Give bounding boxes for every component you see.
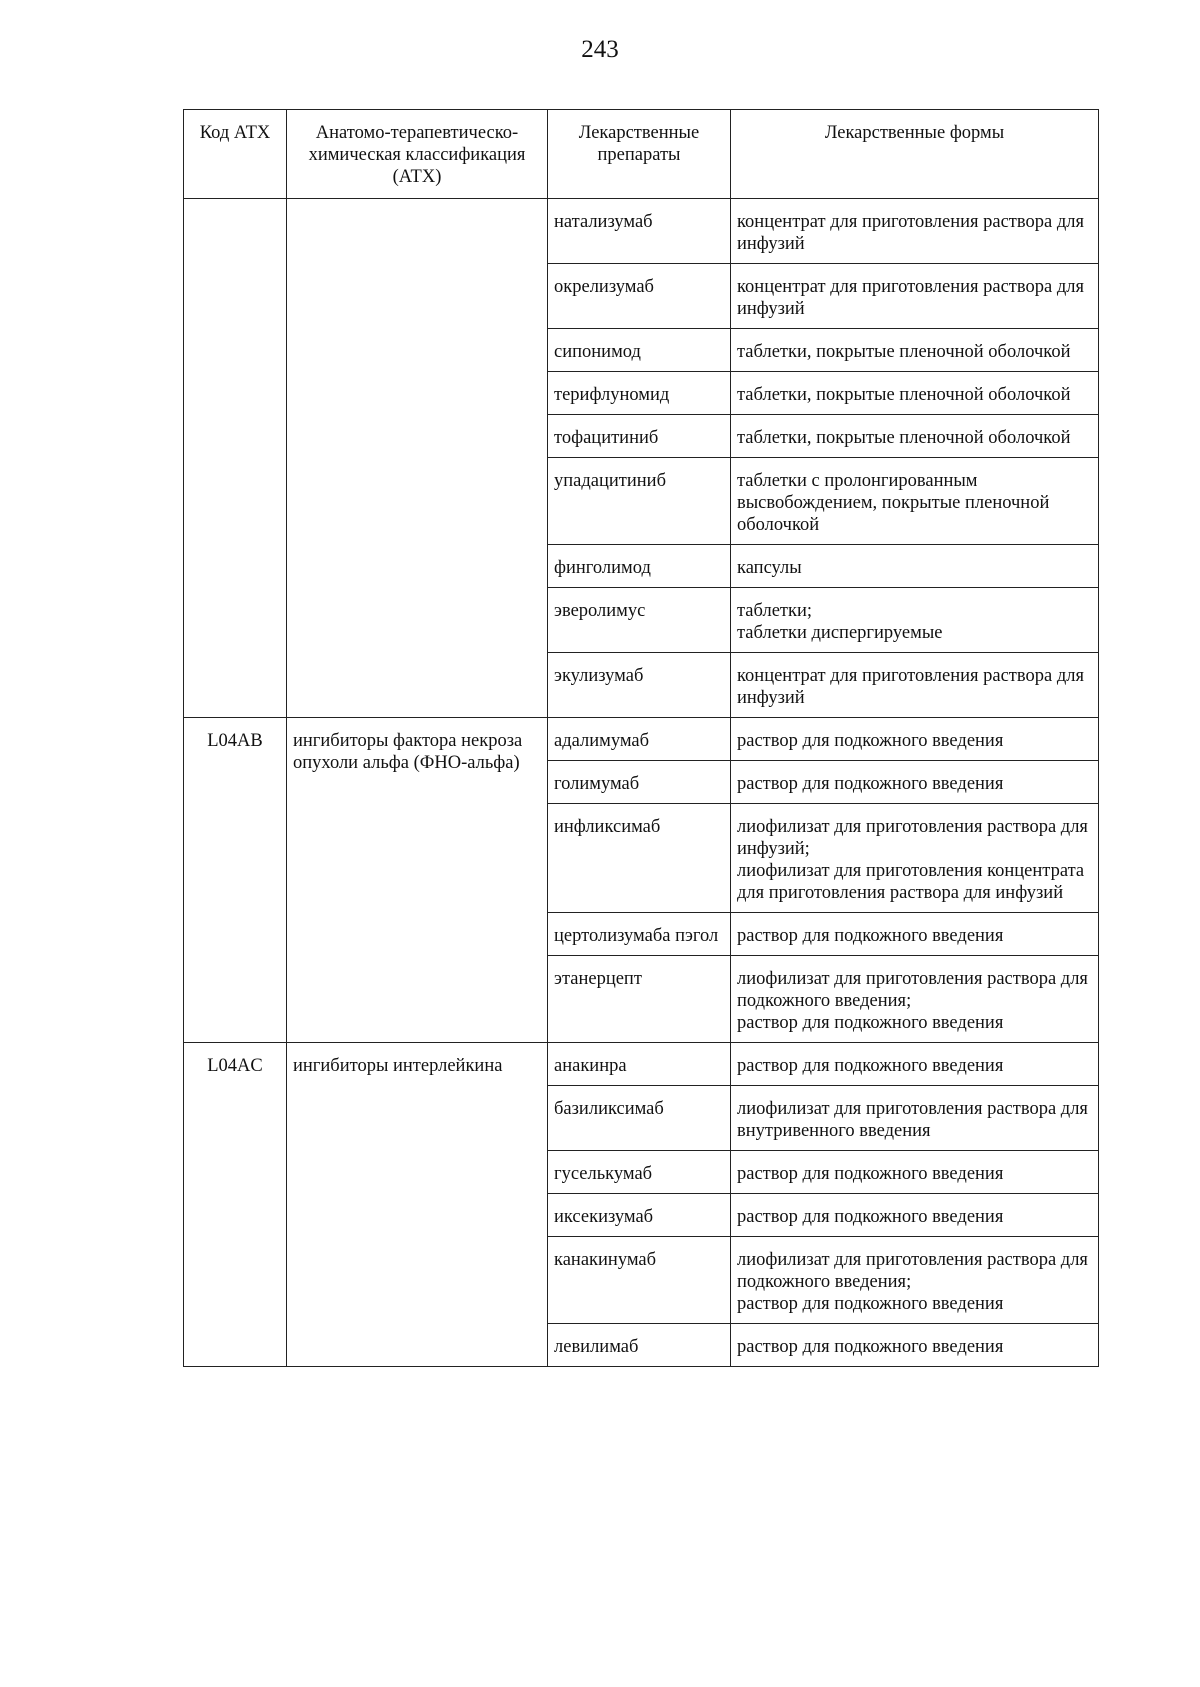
header-forms: Лекарственные формы xyxy=(731,110,1099,199)
drug-name-cell: цертолизумаба пэгол xyxy=(548,913,731,956)
header-classification: Анатомо-терапевтическо-химическая классификация (АТХ) xyxy=(287,110,548,199)
drug-name-cell: финголимод xyxy=(548,545,731,588)
dosage-form-cell: таблетки, покрытые пленочной оболочкой xyxy=(731,415,1099,458)
dosage-form-line: лиофилизат для приготовления концентрата для приготовления раствора для инфузий xyxy=(737,861,1085,903)
drug-name-cell: эверолимус xyxy=(548,588,731,653)
dosage-form-cell: раствор для подкожного введения xyxy=(731,913,1099,956)
dosage-form-cell: таблетки с пролонгированным высвобождением, покрытые пленочной оболочкой xyxy=(731,458,1099,545)
page-number: 243 xyxy=(581,36,619,63)
header-code: Код АТХ xyxy=(184,110,287,199)
dosage-form-cell: раствор для подкожного введения xyxy=(731,1043,1099,1086)
dosage-form-cell: раствор для подкожного введения xyxy=(731,1324,1099,1367)
dosage-form-line: таблетки диспергируемые xyxy=(737,623,943,643)
drug-name-cell: упадацитиниб xyxy=(548,458,731,545)
drug-name-cell: натализумаб xyxy=(548,199,731,264)
drug-name-cell: терифлуномид xyxy=(548,372,731,415)
dosage-form-cell: раствор для подкожного введения xyxy=(731,1151,1099,1194)
dosage-form-cell: раствор для подкожного введения xyxy=(731,1194,1099,1237)
dosage-form-cell xyxy=(731,804,1099,913)
table-row xyxy=(184,1043,1099,1086)
drug-name-cell: левилимаб xyxy=(548,1324,731,1367)
dosage-form-cell: лиофилизат для приготовления раствора для внутривенного введения xyxy=(731,1086,1099,1151)
atc-code-cell xyxy=(184,199,287,718)
dosage-form-line: раствор для подкожного введения xyxy=(737,1013,1004,1033)
atc-classification-cell xyxy=(287,199,548,718)
drug-name-cell: базиликсимаб xyxy=(548,1086,731,1151)
drug-name-cell: гуселькумаб xyxy=(548,1151,731,1194)
atc-code-cell: L04AB xyxy=(184,718,287,1043)
drug-name-cell: адалимумаб xyxy=(548,718,731,761)
dosage-form-line: лиофилизат для приготовления раствора для инфузий; xyxy=(737,817,1088,859)
drug-name-cell: анакинра xyxy=(548,1043,731,1086)
drug-table xyxy=(183,109,1099,1367)
atc-classification-cell: ингибиторы интерлейкина xyxy=(287,1043,548,1367)
dosage-form-line: лиофилизат для приготовления раствора для подкожного введения; xyxy=(737,1250,1088,1292)
dosage-form-line: раствор для подкожного введения xyxy=(737,1294,1004,1314)
drug-name-cell: окрелизумаб xyxy=(548,264,731,329)
drug-name-cell: этанерцепт xyxy=(548,956,731,1043)
table-header-row xyxy=(184,110,1099,199)
dosage-form-cell: капсулы xyxy=(731,545,1099,588)
table-body xyxy=(184,199,1099,1367)
dosage-form-cell: концентрат для приготовления раствора для инфузий xyxy=(731,264,1099,329)
dosage-form-cell: таблетки, покрытые пленочной оболочкой xyxy=(731,329,1099,372)
drug-name-cell: сипонимод xyxy=(548,329,731,372)
drug-name-cell: тофацитиниб xyxy=(548,415,731,458)
header-drugs: Лекарственные препараты xyxy=(548,110,731,199)
dosage-form-line: лиофилизат для приготовления раствора для подкожного введения; xyxy=(737,969,1088,1011)
drug-name-cell: экулизумаб xyxy=(548,653,731,718)
atc-classification-cell: ингибиторы фактора некроза опухоли альфа (ФНО-альфа) xyxy=(287,718,548,1043)
table-row xyxy=(184,199,1099,264)
dosage-form-cell: концентрат для приготовления раствора для инфузий xyxy=(731,199,1099,264)
dosage-form-cell xyxy=(731,956,1099,1043)
dosage-form-cell xyxy=(731,588,1099,653)
table-row xyxy=(184,718,1099,761)
dosage-form-cell: раствор для подкожного введения xyxy=(731,718,1099,761)
drug-name-cell: канакинумаб xyxy=(548,1237,731,1324)
dosage-form-cell: таблетки, покрытые пленочной оболочкой xyxy=(731,372,1099,415)
drug-name-cell: инфликсимаб xyxy=(548,804,731,913)
dosage-form-cell: раствор для подкожного введения xyxy=(731,761,1099,804)
dosage-form-line: таблетки; xyxy=(737,601,813,621)
drug-name-cell: голимумаб xyxy=(548,761,731,804)
drug-name-cell: иксекизумаб xyxy=(548,1194,731,1237)
dosage-form-cell xyxy=(731,1237,1099,1324)
atc-code-cell: L04AC xyxy=(184,1043,287,1367)
dosage-form-cell: концентрат для приготовления раствора для инфузий xyxy=(731,653,1099,718)
